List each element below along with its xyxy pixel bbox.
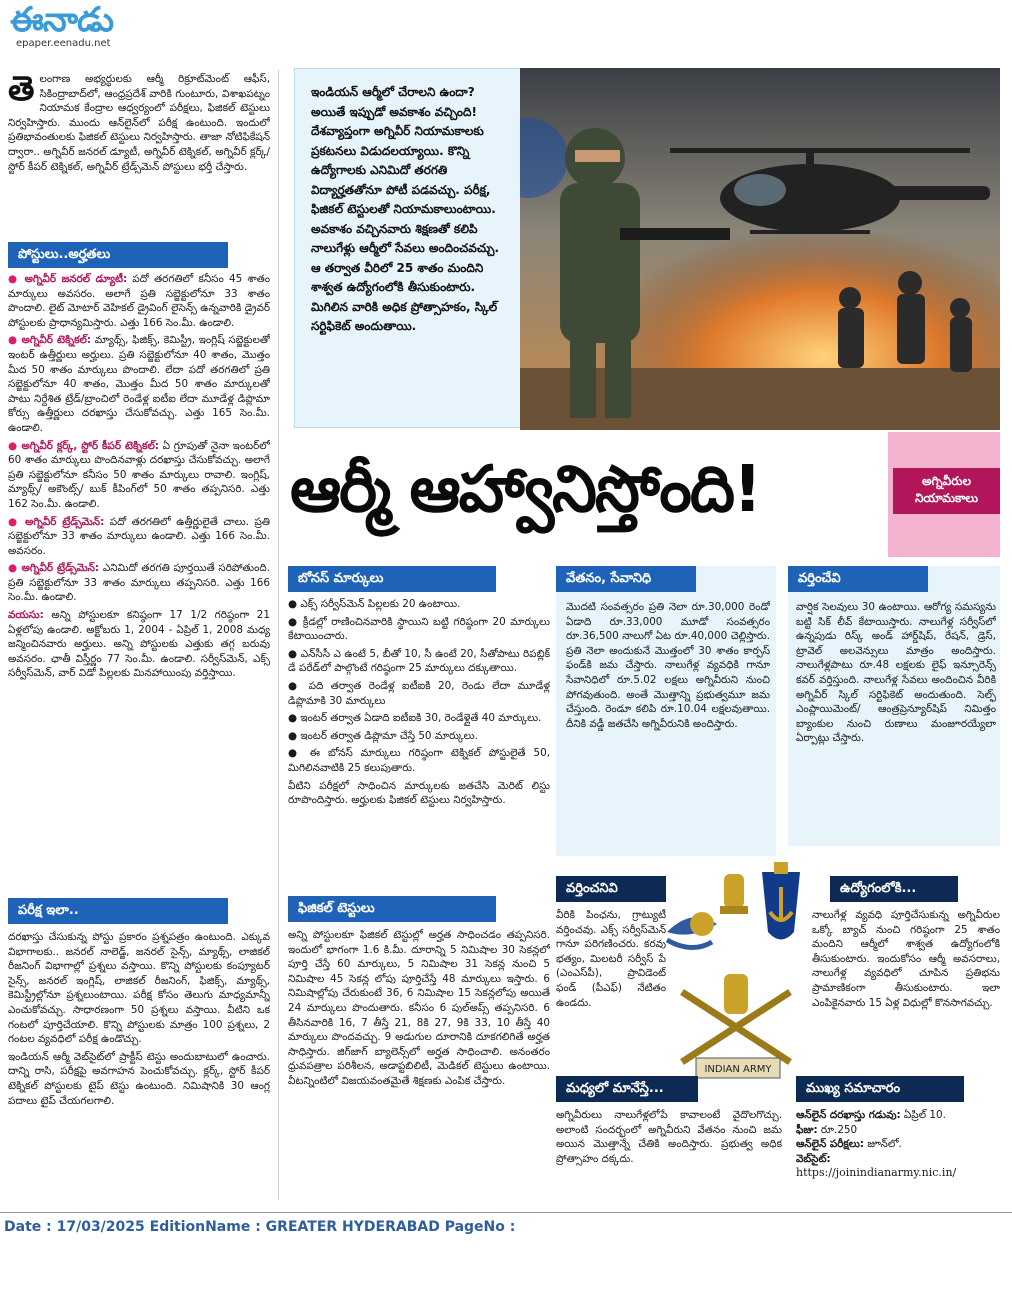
post-text: ఏ గ్రూపుతో నైనా ఇంటర్‌లో 60 శాతం మార్కులు పొందినవాళ్లు దరఖాస్తు చేసుకోవచ్చు. అలాగే ప్రతి సబ్జెక్టులోనూ కనీసం 50 శాతం మార్కులు రావాలి. ఇంగ్లిష్, మ్యాథ్స్/ అకౌంట్స్/ బుక్ కీపింగ్‌లో 50 శాతం తప్పనిసరి. ఎత్తు 162 సెం.మీ. ఉండాలి. — [8, 439, 270, 510]
posts-section — [8, 272, 270, 892]
post-lead: అగ్నివీర్ ట్రేడ్స్‌మెన్: — [25, 515, 105, 528]
emblem-illustration — [662, 862, 812, 1092]
bullet-icon: ● — [288, 747, 310, 760]
age-item — [8, 608, 270, 681]
salary-text: మొదటి సంవత్సరం ప్రతి నెలా రూ.30,000 రెండో ఏడాది రూ.33,000 మూడో సంవత్సరం రూ.36,500 నాలుగో ఏట రూ.40,000 చెల్లిస్తారు. ప్రతి నెలా అందుకునే మొత్తంలో 30 శాతం కార్పస్ ఫండ్‌కి జమ చేస్తారు. నాలుగేళ్ల వ్యవధికి గానూ సేవానిధిలో రూ.5.02 లక్షలు అగ్నివీరుని నుంచి పోగవుతుంది. అంతే మొత్తాన్ని ప్రభుత్వమూ జమ చేస్తుంది. రెండూ కలిపి రూ.10.04 లక్షలవుతాయి. దీనికి వడ్డీ జతచేసి అగ్నివీరునికి అందిస్తారు. — [566, 601, 770, 730]
midway-text: అగ్నివీరులు నాలుగేళ్లలోపే కావాలంటే వైదొలగొచ్చు. అలాంటి సందర్భంలో అగ్నివీరుని వేతనం నుంచి జమ అయిన మొత్తాన్నే చేతికి అందిస్తారు. ప్రభుత్వ అధిక ప్రోత్సాహం దక్కదు. — [556, 1109, 782, 1165]
bullet-icon: ● — [288, 647, 301, 660]
bullet-icon: ● — [8, 334, 22, 347]
bonus-item-text: ఎన్‌సీసీ ఎ ఉంటే 5, బీతో 10, సీ ఉంటే 20, సీతోపాటు రిపబ్లిక్ డే పరేడ్‌లో పాల్గొంటే గరిష్ఠంగా 25 మార్కులు దక్కుతాయి. — [288, 647, 550, 675]
physical-heading: ఫిజికల్ టెస్టులు — [288, 896, 496, 922]
post-text: పదో తరగతిలో కనీసం 45 శాతం మార్కులు అవసరం. అలాగే ప్రతి సబ్జెక్టులోనూ 33 శాతం పొందాలి. లైట్ మోటార్ వెహికల్ డ్రైవింగ్ లైసెన్స్ ఉన్నవారికి డ్రైవర్ పోస్టులకు ప్రాధాన్యమిస్తారు. ఎత్తు 166 సెం.మీ. ఉండాలి. — [8, 273, 270, 329]
bonus-item — [288, 597, 550, 612]
post-item — [8, 333, 270, 435]
soldiers-helicopter-illustration — [520, 68, 1000, 430]
footer-edition-info: Date : 17/03/2025 EditionName : GREATER HYDERABAD PageNo : — [0, 1212, 1012, 1240]
bonus-closing: వీటిని పరీక్షలో సాధించిన మార్కులకు జతచేసి మెరిట్ లిస్టు రూపొందిస్తారు. అర్హులకు ఫిజికల్ టెస్టులు నిర్వహిస్తారు. — [288, 779, 550, 807]
key-info-row — [796, 1123, 1000, 1138]
applicable-text: వార్షిక సెలవులు 30 ఉంటాయి. ఆరోగ్య సమస్యను బట్టి సిక్ లీవ్ కేటాయిస్తారు. నాలుగేళ్ల సర్వీస్‌లో ఉన్నపుడు రిస్క్ అండ్ హార్డ్‌షిప్, రేషన్, డ్రెస్, ట్రావెల్ అలవెన్సులు మాత్రం అందిస్తారు. నాలుగేళ్లపాటు రూ.48 లక్షలకు లైఫ్ ఇన్సూరెన్స్ కవర్ వర్తిస్తుంది. నాలుగేళ్ల సేవలు అందించిన వీరికి అగ్నివీర్ స్కిల్ సర్టిఫికెట్ అందుతుంది. సెల్ఫ్ ఎంప్లాయిమెంట్/ ఆంత్రప్రెన్యూర్‌షిప్ నిమిత్తం బ్యాంకుల నుంచి రుణాలు మంజూరయ్యేలా ఏర్పాట్లు చేస్తారు. — [796, 601, 996, 745]
column-divider — [278, 70, 279, 1200]
salary-heading: వేతనం, సేవానిధి — [556, 566, 696, 592]
key-info-value: జూన్‌లో. — [863, 1138, 902, 1151]
key-info-row — [796, 1137, 1000, 1152]
post-text: మ్యాథ్స్, ఫిజిక్స్, కెమిస్ట్రీ, ఇంగ్లిష్ సబ్జెక్టులతో ఇంటర్ ఉత్తీర్ణులు అర్హులు. ప్రతి సబ్జెక్టులోనూ 40 శాతం, మొత్తం మీద 50 శాతం మార్కులు పొందాలి. లేదా పదో తరగతిలో ప్రతి సబ్జెక్టులోనూ 40 శాతం, మొత్తం మీద 50 శాతం మార్కులతో పాటు నిర్దేశిత ట్రేడ్/బ్రాంచిలో రెండేళ్ల ఐటీఐ లేదా మూడేళ్ల డిప్లొమా కోర్సు ఉత్తీర్ణులు దరఖాస్తు చేసుకోవచ్చు. ఎత్తు 165 సెం.మీ. ఉండాలి. — [8, 334, 270, 434]
bonus-item-text: ఈ బోనస్ మార్కులు గరిష్ఠంగా టెక్నికల్ పోస్టులైతే 50, మిగిలినవాటికి 25 కలుపుతారు. — [288, 747, 550, 774]
ashoka-emblem — [720, 874, 748, 914]
intro-column-text: లంగాణ అభ్యర్థులకు ఆర్మీ రిక్రూట్‌మెంట్ ఆఫీస్, సికింద్రాబాద్‌లో, ఆంధ్రప్రదేశ్ వారికి గుంటూరు, విశాఖపట్నం నియామక కేంద్రాల ఆధ్వర్యంలో పరీక్షలు, ఫిజికల్ టెస్టులు నిర్వహిస్తారు. ముందు ఆన్‌లైన్‌లో పరీక్ష ఉంటుంది. ఇందులో ప్రతిభావంతులకు ఫిజికల్ టెస్టులు నిర్వహిస్తారు. తాజా నోటిఫికేషన్ ద్వారా.. అగ్నివీర్ జనరల్ డ్యూటీ, అగ్నివీర్ టెక్నికల్, అగ్నివీర్ క్లర్క్/ స్టోర్ కీపర్ టెక్నికల్, అగ్నివీర్ ట్రేడ్స్‌మెన్ పోస్టులు భర్తీ చేస్తారు. — [8, 73, 270, 173]
midway-heading: మధ్యలో మానేస్తే... — [556, 1076, 698, 1102]
post-lead: అగ్నివీర్ టెక్నికల్: — [21, 334, 92, 347]
bullet-icon: ● — [8, 439, 22, 452]
masthead-logo — [10, 2, 150, 52]
post-text: ఎనిమిదో తరగతి పూర్తయితే సరిపోతుంది. ప్రతి సబ్జెక్టులోనూ 33 శాతం మార్కులు తప్పనిసరి. ఎత్తు 166 సెం.మీ. ఉండాలి. — [8, 562, 270, 604]
key-info-section — [796, 1108, 1000, 1200]
post-item — [8, 272, 270, 330]
job-section — [812, 908, 1000, 1068]
bonus-item-text: ఇంటర్ తర్వాత డిప్లొమా చేస్తే 50 మార్కులు. — [300, 729, 478, 742]
bonus-item-text: పది తర్వాత రెండేళ్ల ఐటీఐకి 20, రెండు లేదా మూడేళ్ల డిప్లొమాకి 30 మార్కులు — [288, 679, 550, 707]
hero-photo — [520, 68, 1000, 430]
job-text: నాలుగేళ్ల వ్యవధి పూర్తిచేసుకున్న అగ్నివీరుల ఒక్కో బ్యాచ్ నుంచి గరిష్ఠంగా 25 శాతం మందిని ఆర్మీలో శాశ్వత ఉద్యోగంలోకి తీసుకుంటారు. ఇందుకోసం ఆర్మీ అవసరాలు, నాలుగేళ్ల వ్యవధిలో చూపిన ప్రతిభను ప్రామాణికంగా తీసుకుంటారు. ఇలా ఎంపికైనవారు 15 ఏళ్ల విధుల్లో కొనసాగవచ్చు. — [812, 909, 1000, 1009]
physical-section — [288, 928, 550, 1200]
bonus-item — [288, 647, 550, 676]
bonus-section — [288, 597, 550, 887]
website-link[interactable]: https://joinindianarmy.nic.in/ — [796, 1166, 957, 1180]
applicable-heading: వర్తించేవి — [788, 566, 928, 592]
bullet-icon: ● — [288, 729, 301, 742]
post-lead: అగ్నివీర్ క్లర్క్, స్టోర్ కీపర్ టెక్నికల్: — [21, 439, 159, 452]
bullet-icon: ● — [288, 598, 301, 610]
bullet-icon: ● — [288, 712, 301, 725]
bullet-icon: ● — [8, 515, 26, 528]
post-item — [8, 439, 270, 512]
headline: ఆర్మీ ఆహ్వానిస్తోంది! — [290, 453, 761, 527]
key-info-label: వెబ్‌సైట్: — [796, 1152, 831, 1165]
post-text: పదో తరగతిలో ఉత్తీర్ణులైతే చాలు. ప్రతి సబ్జెక్టులోనూ 33 శాతం మార్కులు ఉండాలి. ఎత్తు 166 సెం.మీ. అవసరం. — [8, 515, 270, 557]
site-name: epaper.eenadu.net — [16, 38, 111, 49]
intro-box-text: ఇండియన్ ఆర్మీలో చేరాలని ఉందా? అయితే ఇప్పుడో అవకాశం వచ్చింది! దేశవ్యాప్తంగా అగ్నివీర్ నియామకాలకు ప్రకటనలు విడుదలయ్యాయి. కొన్ని ఉద్యోగాలకు ఎనిమిదో తరగతి విద్యార్హతతోనూ పోటీ పడవచ్చు. పరీక్ష, ఫిజికల్ టెస్టులతో నియామకాలుంటాయి. అవకాశం వచ్చినవారు శిక్షణతో కలిపి నాలుగేళ్లు ఆర్మీలో సేవలు అందించవచ్చు. ఆ తర్వాత వీరిలో 25 శాతం మందిని శాశ్వత ఉద్యోగంలోకి తీసుకుంటారు. మిగిలిన వారికి అధిక ప్రోత్సాహకం, స్కిల్ సర్టిఫికెట్ అందుతాయి. — [311, 85, 499, 333]
key-info-label: ఆన్‌లైన్ దరఖాస్తు గడువు: — [796, 1109, 901, 1121]
key-info-label: ఫీజు: — [796, 1123, 818, 1136]
posts-heading: పోస్టులు..అర్హతలు — [8, 242, 228, 268]
headline-tag: అగ్నివీరుల నియామకాలు — [893, 468, 1000, 514]
age-text: అన్ని పోస్టులకూ కనిష్ఠంగా 17 1/2 గరిష్ఠంగా 21 ఏళ్లలోపు ఉండాలి. అక్టోబరు 1, 2004 - ఏప్రిల్ 1, 2008 మధ్య జన్మించినవారు అర్హులు. అన్ని పోస్టులకు ఎత్తుకు తగ్గ బరువు అవసరం. ఛాతీ విస్తీర్ణం 77 సెం.మీ. ఉండాలి. సర్వీస్‌మెన్, ఎక్స్ సర్వీస్‌మెన్, వార్ విడో పిల్లలకు మినహాయింపు వర్తిస్తాయి. — [8, 609, 270, 680]
key-info-value: రూ.250 — [817, 1123, 858, 1136]
logo-text: ఈనాడు — [10, 0, 114, 40]
post-lead: అగ్నివీర్ ట్రేడ్స్‌మెన్: — [21, 562, 100, 575]
dropcap: తె — [8, 72, 35, 109]
not-applicable-text: వీరికి పింఛను, గ్రాట్యుటీ వర్తించవు. ఎక్స్ సర్వీస్‌మెన్ గానూ పరిగణించరు. కరవు భత్యం, మిలటరీ సర్వీస్ పే (ఎంఎస్‌పీ), ప్రావిడెంట్ ఫండ్ (పీఎఫ్) నేటితం ఉండదు. — [556, 909, 666, 1009]
navy-emblem — [762, 862, 800, 940]
post-item — [8, 561, 270, 605]
intro-box — [294, 68, 522, 428]
bullet-icon: ● — [8, 562, 22, 575]
exam-paragraph: ఇండియన్ ఆర్మీ వెబ్‌సైట్‌లో ప్రాక్టీస్ టెస్టు అందుబాటులో ఉంచారు. దాన్ని రాసి, పరీక్షపై అవగాహన పెంచుకోవచ్చు. క్లర్క్, స్టోర్ కీపర్ టెక్నికల్ పోస్టులకు టైప్ టెస్టు ఉంటుంది. నిమిషానికి 30 ఆంగ్ల పదాలు టైప్ చేయగలగాలి. — [8, 1050, 270, 1107]
midway-section — [556, 1108, 782, 1200]
key-info-row — [796, 1152, 1000, 1167]
post-lead: అగ్నివీర్ జనరల్ డ్యూటీ: — [24, 273, 128, 285]
physical-text: అన్ని పోస్టులకూ ఫిజికల్ టెస్టుల్లో అర్హత సాధించడం తప్పనిసరి. ఇందులో భాగంగా 1.6 కి.మీ. దూరాన్ని 5 నిమిషాల 30 సెకన్లలో పూర్తి చేస్తే 60 మార్కులు, 5 నిమిషాల 31 సెకన్ల నుంచి 5 నిమిషాల 45 సెకన్ల లోపు పూర్తిచేస్తే 48 మార్కులు ఇస్తారు. 6 నిమిషాల్లోపు చేరుకుంటే 36, 6 నిమిషాల 15 సెకన్లలోపు అయితే 24 మార్కులు పొందుతారు. కనీసం 6 పుల్అప్స్ తప్పనిసరి. 6 తీసినవారికి 16, 7 తీస్తే 21, 8కి 27, 9కి 33, 10 తీస్తే 40 మార్కులు పొందవచ్చు. 9 అడుగుల దూరానికి దూకగలిగితే అర్హత సాధిస్తారు. జిగ్‌జాగ్ బ్యాలెన్స్‌లో అర్హత సాధించాలి. అనంతరం ధ్రువపత్రాల పరిశీలన, అడాప్టబిలిటీ, మెడికల్ టెస్టులు ఉంటాయి. వీటన్నింటిలో విజయవంతమైతే శిక్షణకు ఎంపిక చేస్తారు. — [288, 929, 550, 1087]
bonus-item — [288, 746, 550, 775]
not-applicable-heading: వర్తించనివి — [556, 876, 666, 902]
bonus-item-text: ఇంటర్ తర్వాత ఏడాది ఐటీఐకి 30, రెండేళ్లైతే 40 మార్కులు. — [300, 712, 542, 725]
key-info-row — [796, 1108, 1000, 1123]
key-info-value: ఏప్రిల్ 10. — [900, 1109, 946, 1121]
key-info-label: ఆన్‌లైన్ పరీక్షలు: — [796, 1138, 864, 1151]
bonus-item-text: ఎక్స్ సర్వీస్‌మెన్ పిల్లలకు 20 ఉంటాయి. — [300, 598, 461, 610]
exam-section — [8, 930, 270, 1200]
not-applicable-section — [556, 908, 666, 1063]
bonus-item-text: క్రీడల్లో రాణించినవారికి స్థాయిని బట్టి గరిష్ఠంగా 20 మార్కులు కేటాయించారు. — [288, 615, 550, 643]
defence-emblems — [662, 862, 812, 1092]
key-info-heading: ముఖ్య సమాచారం — [796, 1076, 964, 1102]
bonus-heading: బోనస్ మార్కులు — [288, 566, 496, 592]
army-banner: INDIAN ARMY — [704, 1064, 772, 1075]
applicable-section — [796, 600, 996, 840]
exam-paragraph: దరఖాస్తు చేసుకున్న పోస్టు ప్రకారం ప్రశ్నపత్రం ఉంటుంది. ఎక్కువ విభాగాలకు.. జనరల్ నాలెడ్జ్, జనరల్ సైన్స్, మ్యాథ్స్, లాజికల్ రీజనింగ్ విభాగాల్లో ప్రశ్నలు వస్తాయి. కొన్ని పోస్టులకు కంప్యూటర్ సైన్స్, జనరల్ ఇంగ్లిష్, లాజికల్ రీజనింగ్, ఫిజిక్స్, మ్యాథ్స్, కెమిస్ట్రీల్లోనూ ప్రశ్నలుంటాయి. పరీక్ష కోసం తెలుగు మాధ్యమాన్నీ ఎంచుకోవచ్చు. సాధారణంగా 50 ప్రశ్నలు వస్తాయి. వీటిని ఒక గంటలో పూర్తిచేయాలి. కొన్ని పోస్టులకు మాత్రం 100 ప్రశ్నలు, 2 గంటల వ్యవధిలో పరీక్ష ఉండొచ్చు. — [8, 931, 270, 1046]
intro-column — [8, 72, 270, 237]
bonus-item — [288, 729, 550, 744]
salary-section — [566, 600, 770, 850]
age-lead: వయసు: — [8, 609, 44, 622]
job-heading: ఉద్యోగంలోకి... — [830, 876, 958, 902]
air-force-emblem — [667, 912, 717, 948]
post-item — [8, 515, 270, 559]
bonus-item — [288, 615, 550, 644]
bullet-icon: ● — [8, 273, 25, 285]
bonus-item — [288, 679, 550, 708]
army-emblem — [682, 974, 790, 1078]
exam-heading: పరీక్ష ఇలా.. — [8, 898, 228, 924]
bullet-icon: ● — [288, 679, 309, 692]
bullet-icon: ● — [288, 615, 303, 628]
bonus-item — [288, 711, 550, 726]
